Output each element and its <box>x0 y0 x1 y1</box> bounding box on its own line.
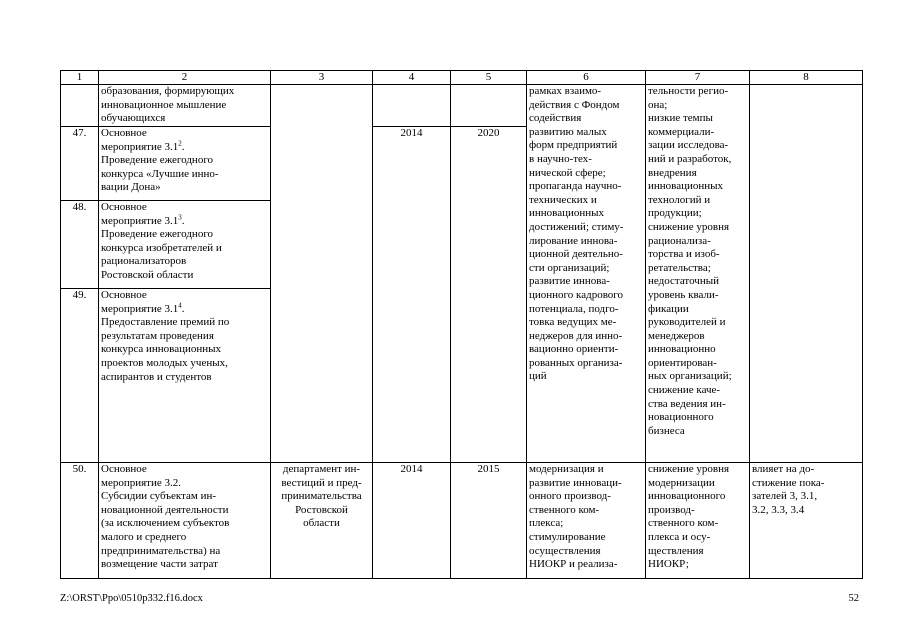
row-description: Основное мероприятие $3.1^2$. Проведение ежегодного конкурса «Лучшие инно- вации Дона» <box>99 127 271 201</box>
row-description: Основное мероприятие 3.2. Субсидии субъектам ин- новационной деятельности (за исключением субъектов малого и среднего предпринимательства) на возмещение части затрат <box>99 463 271 579</box>
merged-executor-cell <box>271 85 373 463</box>
start-year-cell: 2014 <box>373 463 451 579</box>
row-number: 49. <box>61 289 99 463</box>
header-cell-8: 8 <box>750 71 863 85</box>
cont-start-year-cell <box>373 85 451 127</box>
table-row-continuation <box>61 85 863 127</box>
row-number: 48. <box>61 201 99 289</box>
cont-description-cell: образования, формирующих инновационное мышление обучающихся <box>99 85 271 127</box>
header-cell-3: 3 <box>271 71 373 85</box>
row-consequence: снижение уровня модернизации инновационного производ- ственного ком- плекса и осу- ществления НИОКР; <box>646 463 750 579</box>
row-result: модернизация и развитие инноваци- онного производ- ственного ком- плекса; стимулирование осуществления НИОКР и реализа- <box>527 463 646 579</box>
end-year-cell: 2020 <box>451 127 527 463</box>
cont-end-year-cell <box>451 85 527 127</box>
row-description: Основное мероприятие $3.1^3$. Проведение ежегодного конкурса изобретателей и рационализаторов Ростовской области <box>99 201 271 289</box>
merged-indicator-cell <box>750 85 863 463</box>
row-number: 50. <box>61 463 99 579</box>
header-cell-7: 7 <box>646 71 750 85</box>
merged-result-cell: рамках взаимо- действия с Фондом содействия развитию малых форм предприятий в научно-тех- нической сфере; пропаганда научно- технических и инновационных достижений; стиму- лирование иннова- ционной деятельно- сти организаций; развитие иннова- ционного кадрового потенциала, подго- товка ведущих ме- неджеров для инно- вационно ориенти- рованных организа- ций <box>527 85 646 463</box>
program-table <box>60 70 863 579</box>
row-indicator: влияет на до- стижение пока- зателей 3, 3.1, 3.2, 3.3, 3.4 <box>750 463 863 579</box>
row-executor: департамент ин- вестиций и пред- принимательства Ростовской области <box>271 463 373 579</box>
header-row <box>61 71 863 85</box>
start-year-cell: 2014 <box>373 127 451 463</box>
table-row-50 <box>61 463 863 579</box>
footer-file-path: Z:\ORST\Ppo\0510p332.f16.docx <box>60 593 203 604</box>
cont-num-cell <box>61 85 99 127</box>
header-cell-4: 4 <box>373 71 451 85</box>
page-number: 52 <box>848 593 859 604</box>
merged-consequence-cell: тельности регио- она; низкие темпы коммерциали- зации исследова- ний и разработок, внедрения инновационных технологий и продукции; снижение уровня рационализа- торства и изоб- ретательства; недостаточный уровень квали- фикации руководителей и менеджеров инновационно ориентирован- ных организаций; снижение каче- ства ведения ин- новационного бизнеса <box>646 85 750 463</box>
end-year-cell: 2015 <box>451 463 527 579</box>
row-description: Основное мероприятие $3.1^4$. Предоставление премий по результатам проведения конкурса инновационных проектов молодых ученых, аспирантов и студентов <box>99 289 271 463</box>
header-cell-2: 2 <box>99 71 271 85</box>
header-cell-1: 1 <box>61 71 99 85</box>
header-cell-6: 6 <box>527 71 646 85</box>
row-number: 47. <box>61 127 99 201</box>
header-cell-5: 5 <box>451 71 527 85</box>
